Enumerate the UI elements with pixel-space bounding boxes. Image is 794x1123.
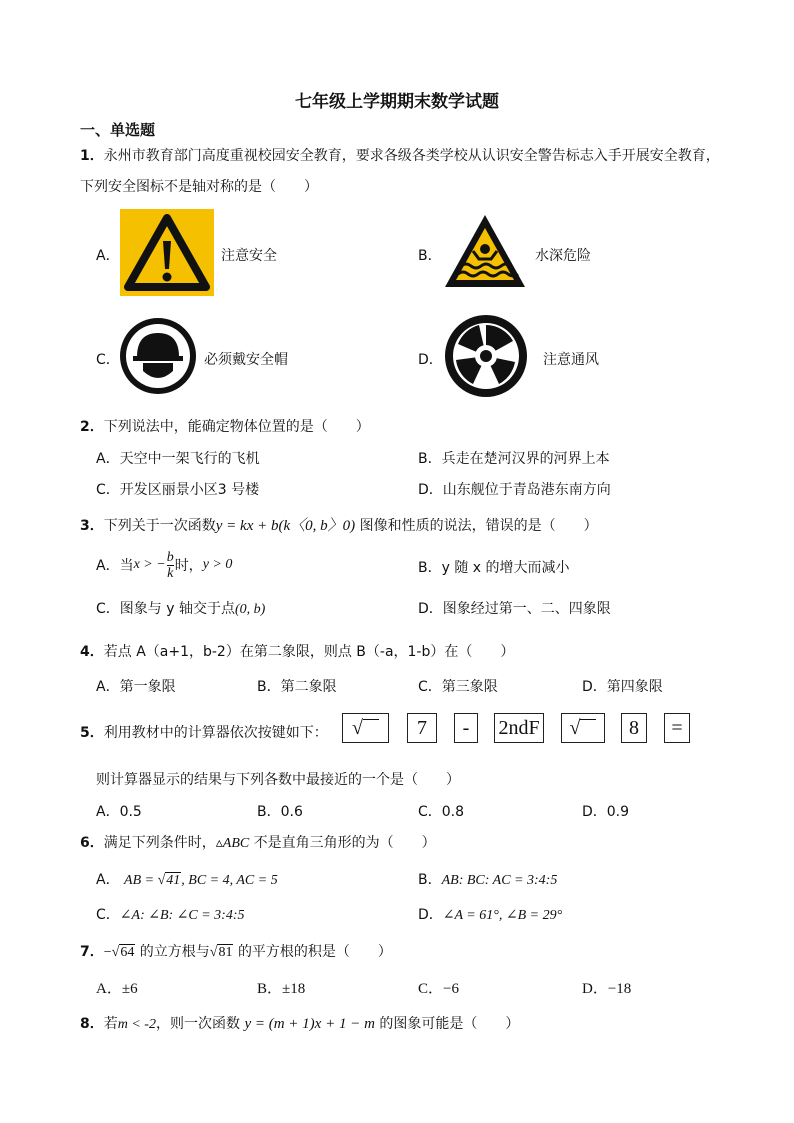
condition: m < -2 (117, 1017, 156, 1032)
question-number: 6． (80, 835, 104, 851)
question-text: 利用教材中的计算器依次按键如下： (103, 725, 328, 741)
question-text-post: 的图象可能是（ ） (379, 1016, 520, 1032)
question-text-mid: ，则一次函数 (155, 1016, 240, 1032)
triangle-symbol: ▵ABC (215, 836, 250, 851)
calc-key-equals: = (664, 713, 690, 743)
option-a-x: x > − (133, 557, 166, 572)
option-label: 必须戴安全帽 (204, 352, 288, 368)
question-number: 3． (80, 518, 104, 534)
question-text: 满足下列条件时， (103, 835, 216, 851)
calc-key-8: 8 (621, 713, 647, 743)
calc-key-7: 7 (407, 713, 437, 743)
sqrt-icon: √ (352, 716, 363, 739)
question-number: 2． (80, 419, 104, 435)
deep-water-icon (443, 213, 527, 289)
page-title: 七年级上学期期末数学试题 (295, 92, 499, 112)
option-label: 注意通风 (543, 352, 599, 368)
option-a[interactable]: A．0.5 (96, 804, 142, 820)
option-letter[interactable]: C． (96, 352, 120, 368)
radicand: 64 (120, 945, 135, 960)
option-b[interactable] (418, 869, 557, 889)
option-d[interactable]: D．图象经过第一、二、四象限 (418, 601, 611, 617)
radicand: 81 (218, 945, 233, 960)
option-d[interactable]: D．0.9 (582, 804, 630, 820)
option-d[interactable]: D．−18 (582, 981, 632, 997)
question-text: 下列说法中，能确定物体位置的是（ ） (103, 419, 370, 435)
question-number: 4． (80, 644, 104, 660)
option-a-y: y > 0 (202, 557, 233, 572)
question-text-post: 图像和性质的说法，错误的是（ ） (359, 518, 598, 534)
sqrt-icon: √ (569, 716, 581, 739)
question-number: 1． (80, 148, 104, 164)
option-d-text: ∠A = 61°, ∠B = 29° (442, 908, 563, 923)
option-a[interactable] (96, 545, 232, 585)
formula: y = kx + b(k〈0, b〉0) (215, 518, 356, 534)
option-c[interactable]: C．第三象限 (418, 679, 498, 695)
option-a[interactable]: A．第一象限 (96, 679, 176, 695)
safety-helmet-icon (119, 317, 197, 395)
question-text: 永州市教育部门高度重视校园安全教育，要求各级各类学校从认识安全警告标志入手开展安全教育， (103, 148, 720, 164)
question-5-line2: 则计算器显示的结果与下列各数中最接近的一个是（ ） (96, 772, 460, 788)
denominator: k (167, 565, 174, 581)
option-c[interactable]: C．0.8 (418, 804, 465, 820)
fraction (167, 550, 174, 581)
ventilation-fan-icon (444, 314, 528, 398)
question-3 (80, 514, 598, 535)
option-b[interactable]: B．y 随 x 的增大而减小 (418, 560, 570, 576)
calc-key-sqrt (561, 713, 605, 743)
calc-key-sqrt (342, 713, 389, 743)
option-letter: B． (418, 872, 442, 888)
question-4 (80, 641, 514, 661)
option-a[interactable]: A．天空中一架飞行的飞机 (96, 451, 260, 467)
option-label: 水深危险 (535, 248, 591, 264)
question-8 (80, 1013, 519, 1033)
option-c[interactable] (96, 598, 265, 618)
sqrt-icon: √ (157, 873, 166, 888)
question-text: 若 (103, 1016, 118, 1032)
option-letter[interactable]: A． (96, 248, 120, 264)
question-text-post: 的平方根的积是（ ） (237, 944, 392, 960)
option-c-text: ∠A: ∠B: ∠C = 3:4:5 (119, 908, 245, 923)
option-letter: D． (418, 907, 443, 923)
option-letter: C． (96, 907, 120, 923)
question-number: 7． (80, 944, 104, 960)
question-text-post: 不是直角三角形的为（ ） (253, 835, 436, 851)
question-1 (80, 145, 720, 165)
question-number: 5． (80, 725, 104, 741)
option-a[interactable]: A．±6 (96, 981, 138, 997)
option-label: 注意安全 (221, 248, 277, 264)
option-b[interactable]: B．第二象限 (257, 679, 337, 695)
question-7 (80, 941, 392, 961)
formula: y = (m + 1)x + 1 − m (244, 1016, 375, 1032)
point: (0, b) (234, 602, 266, 617)
option-a-pre: A．当 (96, 558, 134, 574)
negative-sign: − (103, 945, 112, 960)
option-b[interactable]: B．0.6 (257, 804, 303, 820)
question-5 (80, 722, 328, 742)
option-d[interactable]: D．山东舰位于青岛港东南方向 (418, 482, 611, 498)
option-a-mid: 时， (174, 558, 203, 574)
option-a-part2: , BC = 4, AC = 5 (181, 873, 278, 888)
question-text: 若点 A（a+1，b-2）在第二象限，则点 B（-a，1-b）在（ ） (103, 644, 515, 660)
option-d[interactable] (418, 904, 562, 924)
question-6 (80, 832, 436, 852)
question-2 (80, 416, 370, 436)
question-text-mid: 的立方根与 (139, 944, 210, 960)
option-c[interactable] (96, 904, 245, 924)
option-letter: A． (96, 872, 120, 888)
radicand: 41 (166, 873, 181, 888)
calc-key-minus: - (454, 713, 478, 743)
question-text: 下列关于一次函数 (103, 518, 216, 534)
option-a[interactable] (96, 869, 278, 889)
option-letter[interactable]: B． (418, 248, 442, 264)
option-c[interactable]: C．−6 (418, 981, 459, 997)
warning-triangle-icon (120, 209, 214, 296)
option-b[interactable]: B．±18 (257, 981, 306, 997)
option-c-pre: C．图象与 y 轴交于点 (96, 601, 235, 617)
option-b[interactable]: B．兵走在楚河汉界的河界上本 (418, 451, 610, 467)
section-heading: 一、单选题 (80, 121, 156, 139)
option-a-part1: AB = (124, 873, 158, 888)
sqrt-icon: √ (111, 945, 120, 960)
option-c[interactable]: C．开发区丽景小区3 号楼 (96, 482, 260, 498)
option-letter[interactable]: D． (418, 352, 443, 368)
option-d[interactable]: D．第四象限 (582, 679, 663, 695)
numerator: b (166, 549, 174, 565)
option-b-text: AB: BC: AC = 3:4:5 (441, 873, 558, 888)
calc-key-2ndf: 2ndF (494, 713, 544, 743)
question-1-line2: 下列安全图标不是轴对称的是（ ） (80, 179, 318, 195)
sqrt-icon: √ (209, 945, 218, 960)
question-number: 8． (80, 1016, 104, 1032)
